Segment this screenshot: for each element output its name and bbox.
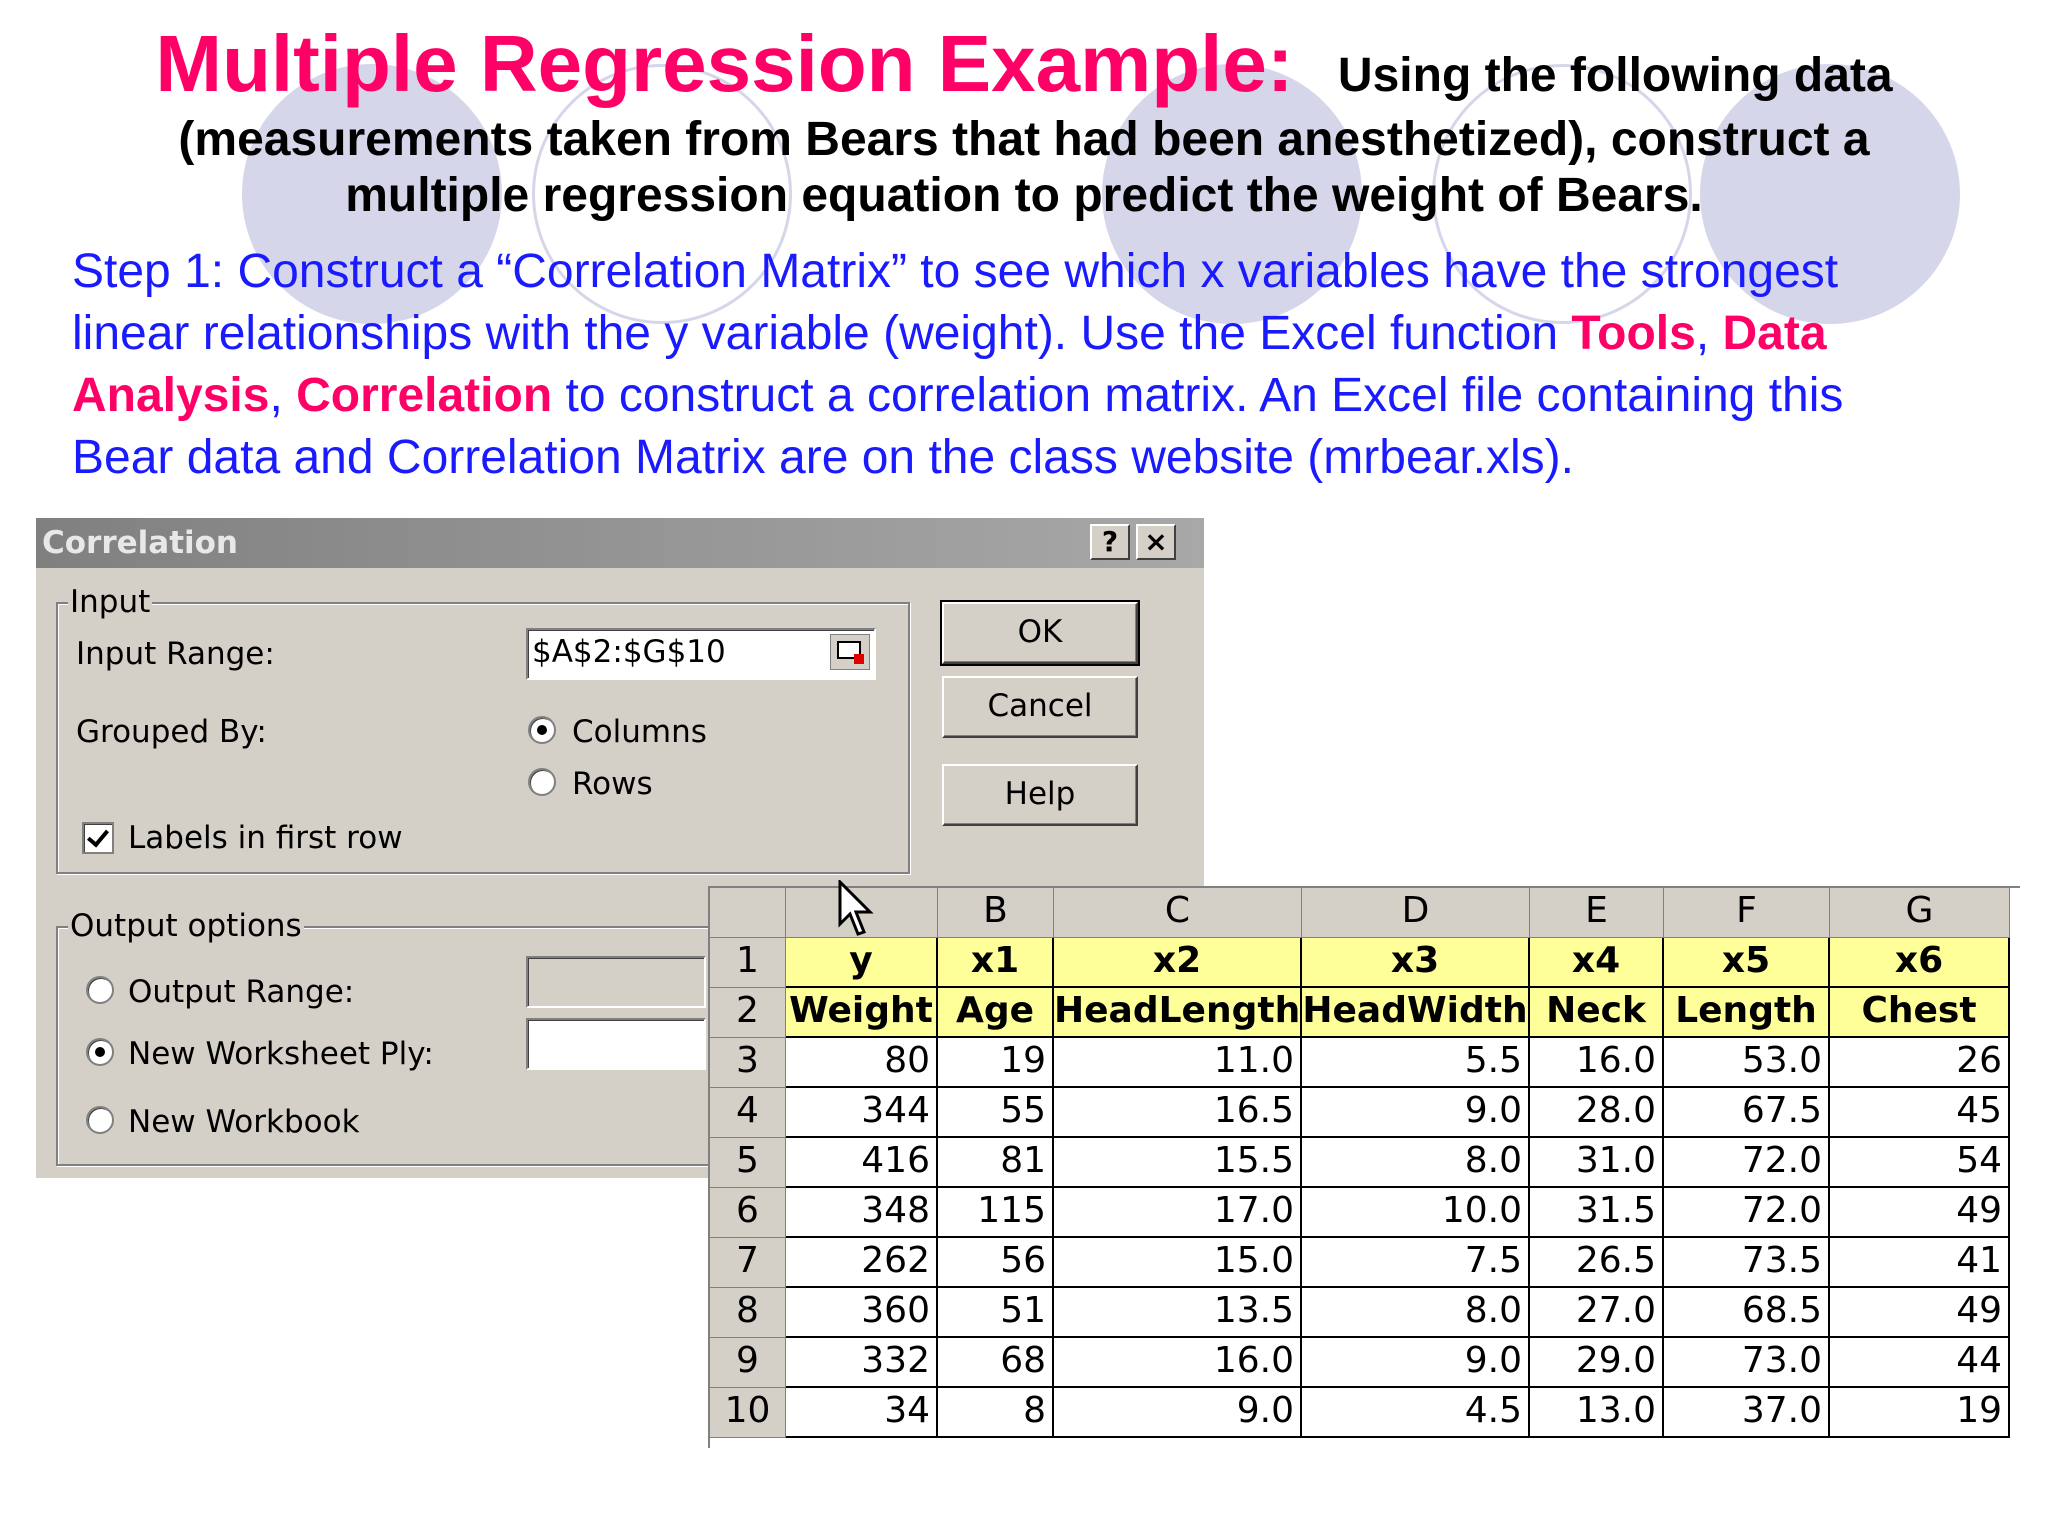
cancel-button[interactable]: Cancel xyxy=(942,676,1138,738)
data-cell[interactable]: 15.0 xyxy=(1054,1238,1302,1288)
data-cell[interactable]: 16.5 xyxy=(1054,1088,1302,1138)
data-cell[interactable]: 262 xyxy=(786,1238,938,1288)
data-cell[interactable]: 8 xyxy=(938,1388,1054,1438)
keyword-data: Data xyxy=(1722,307,1827,360)
data-cell[interactable]: 53.0 xyxy=(1664,1038,1830,1088)
label-cell[interactable]: x5 xyxy=(1664,938,1830,988)
label-cell[interactable]: Neck xyxy=(1530,988,1664,1038)
step-line-4: Bear data and Correlation Matrix are on the class website (mrbear.xls). xyxy=(72,431,1574,484)
row-header[interactable]: 5 xyxy=(710,1138,786,1188)
data-cell[interactable]: 10.0 xyxy=(1302,1188,1530,1238)
slide-title xyxy=(0,18,2048,110)
data-cell[interactable]: 37.0 xyxy=(1664,1388,1830,1438)
radio-new-workbook[interactable] xyxy=(86,1106,114,1134)
row-header[interactable]: 7 xyxy=(710,1238,786,1288)
column-header[interactable]: D xyxy=(1302,888,1530,938)
column-header[interactable]: B xyxy=(938,888,1054,938)
data-cell[interactable]: 344 xyxy=(786,1088,938,1138)
data-cell[interactable]: 8.0 xyxy=(1302,1288,1530,1338)
radio-rows[interactable] xyxy=(528,768,556,796)
label-cell[interactable]: y xyxy=(786,938,938,988)
data-cell[interactable]: 19 xyxy=(938,1038,1054,1088)
column-header[interactable]: F xyxy=(1664,888,1830,938)
label-cell[interactable]: x2 xyxy=(1054,938,1302,988)
row-header[interactable]: 1 xyxy=(710,938,786,988)
step-comma: , xyxy=(269,369,297,422)
help-button[interactable]: Help xyxy=(942,764,1138,826)
input-group-legend: Input xyxy=(70,584,151,620)
data-cell[interactable]: 72.0 xyxy=(1664,1188,1830,1238)
input-range-field[interactable] xyxy=(526,628,876,680)
data-cell[interactable]: 51 xyxy=(938,1288,1054,1338)
new-workbook-label[interactable]: New Workbook xyxy=(128,1104,360,1140)
radio-rows-label[interactable]: Rows xyxy=(572,766,653,802)
data-cell[interactable]: 49 xyxy=(1830,1188,2010,1238)
keyword-tools: Tools xyxy=(1571,307,1696,360)
data-cell[interactable]: 4.5 xyxy=(1302,1388,1530,1438)
column-header[interactable]: E xyxy=(1530,888,1664,938)
label-cell[interactable]: Weight xyxy=(786,988,938,1038)
data-cell[interactable]: 16.0 xyxy=(1530,1038,1664,1088)
labels-first-row-label[interactable]: Labels in first row xyxy=(128,820,403,856)
input-range-value: $A$2:$G$10 xyxy=(532,634,726,670)
row-header[interactable]: 3 xyxy=(710,1038,786,1088)
column-header[interactable]: C xyxy=(1054,888,1302,938)
row-header[interactable]: 2 xyxy=(710,988,786,1038)
data-cell[interactable]: 34 xyxy=(786,1388,938,1438)
row-header[interactable]: 8 xyxy=(710,1288,786,1338)
data-cell[interactable]: 81 xyxy=(938,1138,1054,1188)
data-cell[interactable]: 45 xyxy=(1830,1088,2010,1138)
label-cell[interactable]: Age xyxy=(938,988,1054,1038)
dialog-title: Correlation xyxy=(42,525,239,561)
column-header[interactable]: G xyxy=(1830,888,2010,938)
step-line-1: Step 1: Construct a “Correlation Matrix” to see which x variables have the strongest xyxy=(72,245,1839,298)
data-cell[interactable]: 72.0 xyxy=(1664,1138,1830,1188)
data-cell[interactable]: 7.5 xyxy=(1302,1238,1530,1288)
title-tail: Using the following data xyxy=(1337,49,1893,102)
label-cell[interactable]: HeadLength xyxy=(1054,988,1302,1038)
step-text: to construct a correlation matrix. An Excel file containing this xyxy=(552,369,1844,422)
new-worksheet-label[interactable]: New Worksheet Ply: xyxy=(128,1036,434,1072)
help-icon[interactable]: ? xyxy=(1090,524,1130,560)
step-line-3 xyxy=(72,368,1843,423)
data-cell[interactable]: 56 xyxy=(938,1238,1054,1288)
step-text: linear relationships with the y variable (weight). Use the Excel function xyxy=(72,307,1572,360)
row-header[interactable]: 6 xyxy=(710,1188,786,1238)
data-cell[interactable]: 68 xyxy=(938,1338,1054,1388)
corner-cell[interactable] xyxy=(710,888,786,938)
input-range-label: Input Range: xyxy=(76,636,275,672)
label-cell[interactable]: Length xyxy=(1664,988,1830,1038)
label-cell[interactable]: x3 xyxy=(1302,938,1530,988)
data-cell[interactable]: 9.0 xyxy=(1302,1088,1530,1138)
row-header[interactable]: 10 xyxy=(710,1388,786,1438)
dialog-titlebar[interactable] xyxy=(36,518,1204,568)
data-cell[interactable]: 26 xyxy=(1830,1038,2010,1088)
data-cell[interactable]: 73.5 xyxy=(1664,1238,1830,1288)
data-cell[interactable]: 15.5 xyxy=(1054,1138,1302,1188)
data-cell[interactable]: 73.0 xyxy=(1664,1338,1830,1388)
output-group-legend: Output options xyxy=(70,908,302,944)
output-range-field[interactable] xyxy=(526,956,706,1008)
title-main: Multiple Regression Example: xyxy=(155,19,1294,108)
step-comma: , xyxy=(1695,307,1723,360)
data-cell[interactable]: 17.0 xyxy=(1054,1188,1302,1238)
label-cell[interactable]: x1 xyxy=(938,938,1054,988)
mouse-pointer-icon xyxy=(838,880,878,940)
keyword-correlation: Correlation xyxy=(296,369,553,422)
data-cell[interactable]: 11.0 xyxy=(1054,1038,1302,1088)
data-cell[interactable]: 416 xyxy=(786,1138,938,1188)
spreadsheet xyxy=(708,886,2020,1448)
radio-output-range[interactable] xyxy=(86,976,114,1004)
data-cell[interactable]: 348 xyxy=(786,1188,938,1238)
subtitle-line-1: (measurements taken from Bears that had been anesthetized), construct a xyxy=(178,113,1870,166)
data-cell[interactable]: 8.0 xyxy=(1302,1138,1530,1188)
grouped-by-label: Grouped By: xyxy=(76,714,267,750)
data-cell[interactable]: 68.5 xyxy=(1664,1288,1830,1338)
row-header[interactable]: 4 xyxy=(710,1088,786,1138)
labels-first-row-checkbox[interactable] xyxy=(82,822,114,854)
label-cell[interactable]: x6 xyxy=(1830,938,2010,988)
data-cell[interactable]: 13.5 xyxy=(1054,1288,1302,1338)
radio-new-worksheet[interactable] xyxy=(86,1038,114,1066)
label-cell[interactable]: Chest xyxy=(1830,988,2010,1038)
close-icon[interactable]: × xyxy=(1136,524,1176,560)
data-cell[interactable]: 13.0 xyxy=(1530,1388,1664,1438)
data-cell[interactable]: 31.5 xyxy=(1530,1188,1664,1238)
data-cell[interactable]: 27.0 xyxy=(1530,1288,1664,1338)
data-cell[interactable]: 41 xyxy=(1830,1238,2010,1288)
data-cell[interactable]: 55 xyxy=(938,1088,1054,1138)
range-select-icon[interactable] xyxy=(830,634,870,670)
keyword-analysis: Analysis xyxy=(72,369,270,422)
data-cell[interactable]: 16.0 xyxy=(1054,1338,1302,1388)
data-cell[interactable]: 332 xyxy=(786,1338,938,1388)
data-cell[interactable]: 5.5 xyxy=(1302,1038,1530,1088)
radio-columns-label[interactable]: Columns xyxy=(572,714,707,750)
data-cell[interactable]: 9.0 xyxy=(1054,1388,1302,1438)
data-cell[interactable]: 19 xyxy=(1830,1388,2010,1438)
new-worksheet-field[interactable] xyxy=(526,1018,706,1070)
data-cell[interactable]: 67.5 xyxy=(1664,1088,1830,1138)
data-cell[interactable]: 360 xyxy=(786,1288,938,1338)
data-cell[interactable]: 49 xyxy=(1830,1288,2010,1338)
data-cell[interactable]: 80 xyxy=(786,1038,938,1088)
subtitle-line-2: multiple regression equation to predict the weight of Bears. xyxy=(345,169,1703,222)
ok-button[interactable]: OK xyxy=(942,602,1138,664)
data-cell[interactable]: 28.0 xyxy=(1530,1088,1664,1138)
row-header[interactable]: 9 xyxy=(710,1338,786,1388)
label-cell[interactable]: x4 xyxy=(1530,938,1664,988)
data-cell[interactable]: 9.0 xyxy=(1302,1338,1530,1388)
output-range-label[interactable]: Output Range: xyxy=(128,974,355,1010)
data-cell[interactable]: 54 xyxy=(1830,1138,2010,1188)
label-cell[interactable]: HeadWidth xyxy=(1302,988,1530,1038)
data-cell[interactable]: 31.0 xyxy=(1530,1138,1664,1188)
data-cell[interactable]: 29.0 xyxy=(1530,1338,1664,1388)
data-cell[interactable]: 26.5 xyxy=(1530,1238,1664,1288)
data-cell[interactable]: 44 xyxy=(1830,1338,2010,1388)
data-cell[interactable]: 115 xyxy=(938,1188,1054,1238)
radio-columns[interactable] xyxy=(528,716,556,744)
step-line-2 xyxy=(72,306,1827,361)
